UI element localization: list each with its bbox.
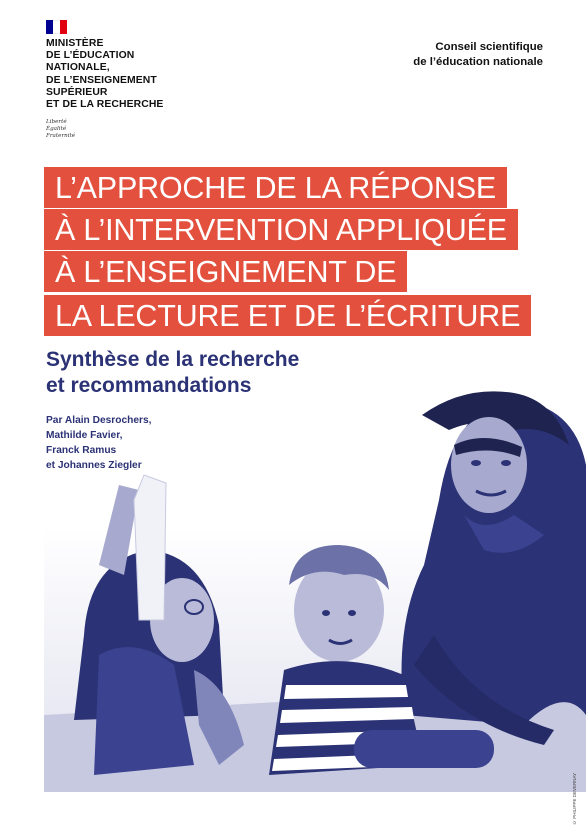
motto-line: Fraternité xyxy=(46,133,76,139)
title-line: À L’INTERVENTION APPLIQUÉE xyxy=(44,209,518,250)
photo-credit: © PHILIPPE DEVERNAY xyxy=(572,772,577,825)
motto-line: Liberté xyxy=(46,119,67,125)
title-line: À L’ENSEIGNEMENT DE xyxy=(44,251,407,292)
flag-blue xyxy=(46,20,53,34)
motto-line: Égalité xyxy=(46,126,67,132)
author-line: Franck Ramus xyxy=(46,445,117,456)
council-line: de l’éducation nationale xyxy=(413,55,543,68)
flag-red xyxy=(60,20,67,34)
subtitle-line: Synthèse de la recherche xyxy=(46,348,300,371)
republic-motto xyxy=(46,119,75,140)
ministry-line: DE L’ENSEIGNEMENT xyxy=(46,74,157,86)
ministry-line: NATIONALE, xyxy=(46,62,110,74)
flag-white xyxy=(53,20,60,34)
paper-sheet xyxy=(134,475,166,620)
ministry-line: DE L’ÉDUCATION xyxy=(46,50,135,62)
ministry-line: SUPÉRIEUR xyxy=(46,86,108,98)
title-line: L’APPROCHE DE LA RÉPONSE xyxy=(44,167,507,208)
council-name xyxy=(413,40,543,69)
author-line: et Johannes Ziegler xyxy=(46,460,142,471)
title-line: LA LECTURE ET DE L’ÉCRITURE xyxy=(44,295,531,336)
author-line: Mathilde Favier, xyxy=(46,430,123,441)
ministry-line: MINISTÈRE xyxy=(46,38,104,49)
authors xyxy=(46,413,152,473)
ministry-name xyxy=(46,38,216,111)
subtitle-line: et recommandations xyxy=(46,374,252,397)
author-line: Par Alain Desrochers, xyxy=(46,415,152,426)
subtitle xyxy=(46,347,426,399)
pencil-case xyxy=(354,730,494,768)
marianne-flag-icon xyxy=(46,20,67,34)
council-line: Conseil scientifique xyxy=(435,41,543,53)
ministry-line: ET DE LA RECHERCHE xyxy=(46,99,164,111)
